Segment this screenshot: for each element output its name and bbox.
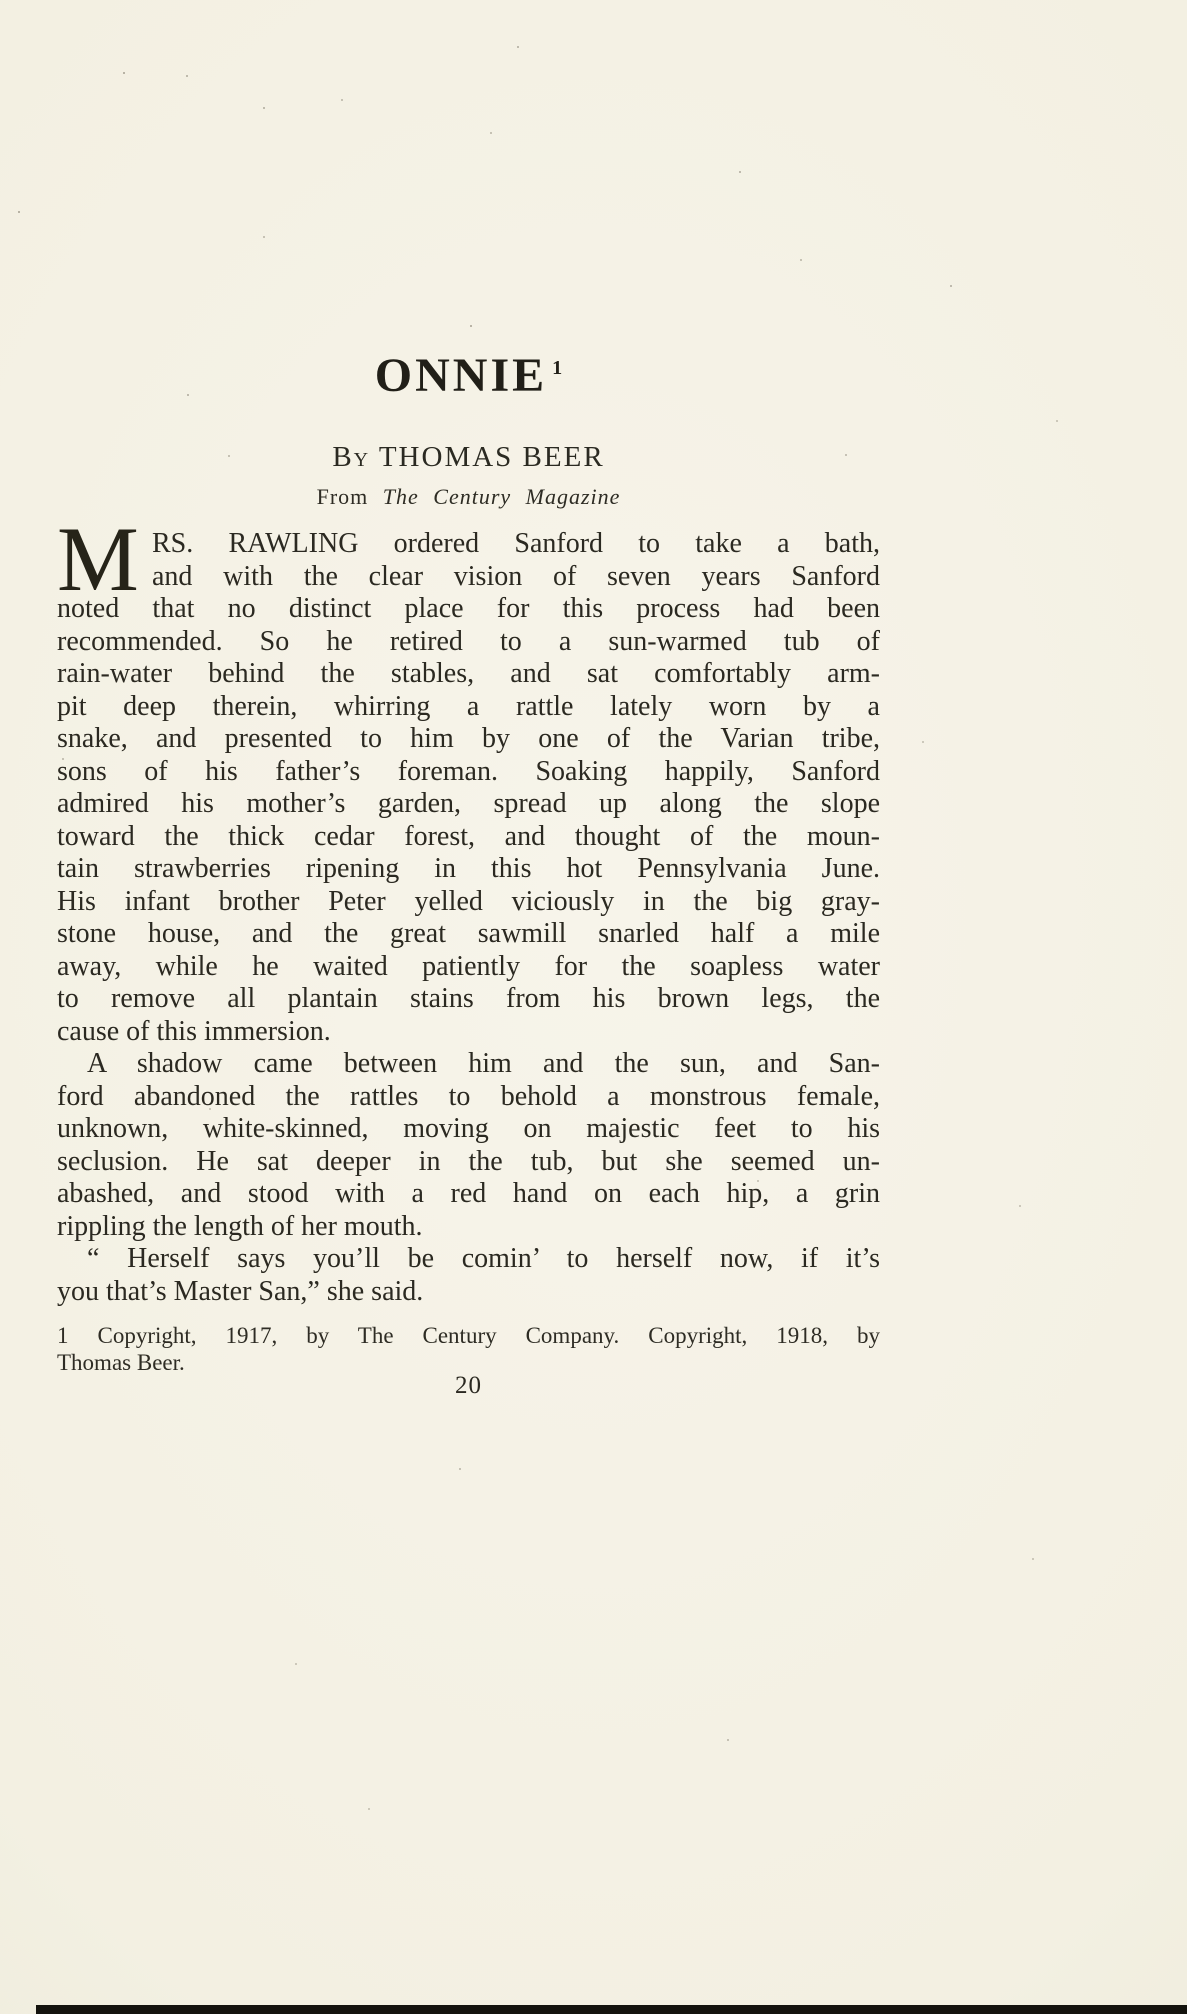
title-footnote-ref: 1	[552, 357, 563, 379]
text-line: away, while he waited patiently for the soapless water	[57, 950, 880, 982]
byline-prefix: By	[332, 441, 371, 473]
text-line: sons of his father’s foreman. Soaking happily, Sanford	[57, 755, 880, 787]
text-line: ford abandoned the rattles to behold a monstrous female,	[57, 1080, 880, 1112]
text-line: Thomas Beer.	[57, 1350, 185, 1375]
paragraph-2	[57, 1048, 880, 1243]
text-line: rippling the length of her mouth.	[57, 1210, 423, 1242]
source-title: The Century Magazine	[382, 484, 621, 509]
text-line: unknown, white-skinned, moving on majestic feet to his	[57, 1113, 880, 1144]
source-line	[57, 484, 880, 510]
byline-name: THOMAS BEER	[378, 441, 605, 473]
text-line: RS. RAWLING ordered Sanford to take a bath,	[152, 528, 880, 559]
text-line: tain strawberries ripening in this hot Pennsylvania June.	[57, 853, 880, 884]
dropcap: M	[57, 508, 139, 610]
paragraph-3	[57, 1243, 880, 1308]
source-prefix: From	[316, 484, 369, 509]
byline	[57, 441, 880, 474]
paragraph-1	[57, 508, 880, 1048]
text-line: abashed, and stood with a red hand on each hip, a grin	[57, 1178, 880, 1209]
body-text	[57, 508, 880, 1308]
text-line: stone house, and the great sawmill snarled half a mile	[57, 918, 880, 949]
text-line: seclusion. He sat deeper in the tub, but she seemed un-	[57, 1145, 880, 1177]
text-line: 1 Copyright, 1917, by The Century Company. Copyright, 1918, by	[57, 1323, 880, 1348]
scan-specks	[0, 0, 2, 2]
text-line: cause of this immersion.	[57, 1015, 331, 1047]
text-line: and with the clear vision of seven years Sanford	[152, 560, 880, 592]
text-line: rain-water behind the stables, and sat comfortably arm-	[57, 658, 880, 689]
page-title	[57, 348, 880, 403]
text-line: toward the thick cedar forest, and thought of the moun-	[57, 820, 880, 852]
text-line: noted that no distinct place for this process had been	[57, 593, 880, 624]
text-line: “ Herself says you’ll be comin’ to herself now, if it’s	[87, 1243, 880, 1274]
page-number: 20	[455, 1372, 482, 1399]
title-text: ONNIE	[374, 349, 548, 402]
text-line: A shadow came between him and the sun, and San-	[87, 1048, 880, 1079]
text-line: recommended. So he retired to a sun-warmed tub of	[57, 625, 880, 657]
text-line: pit deep therein, whirring a rattle lately worn by a	[57, 690, 880, 722]
footnote	[57, 1322, 880, 1376]
text-line: admired his mother’s garden, spread up along the slope	[57, 788, 880, 819]
text-line: you that’s Master San,” she said.	[57, 1275, 424, 1307]
text-line: to remove all plantain stains from his brown legs, the	[57, 983, 880, 1014]
text-line: snake, and presented to him by one of the Varian tribe,	[57, 723, 880, 754]
bottom-scan-artifact	[36, 2005, 1187, 2014]
text-line: His infant brother Peter yelled viciously in the big gray-	[57, 885, 880, 917]
